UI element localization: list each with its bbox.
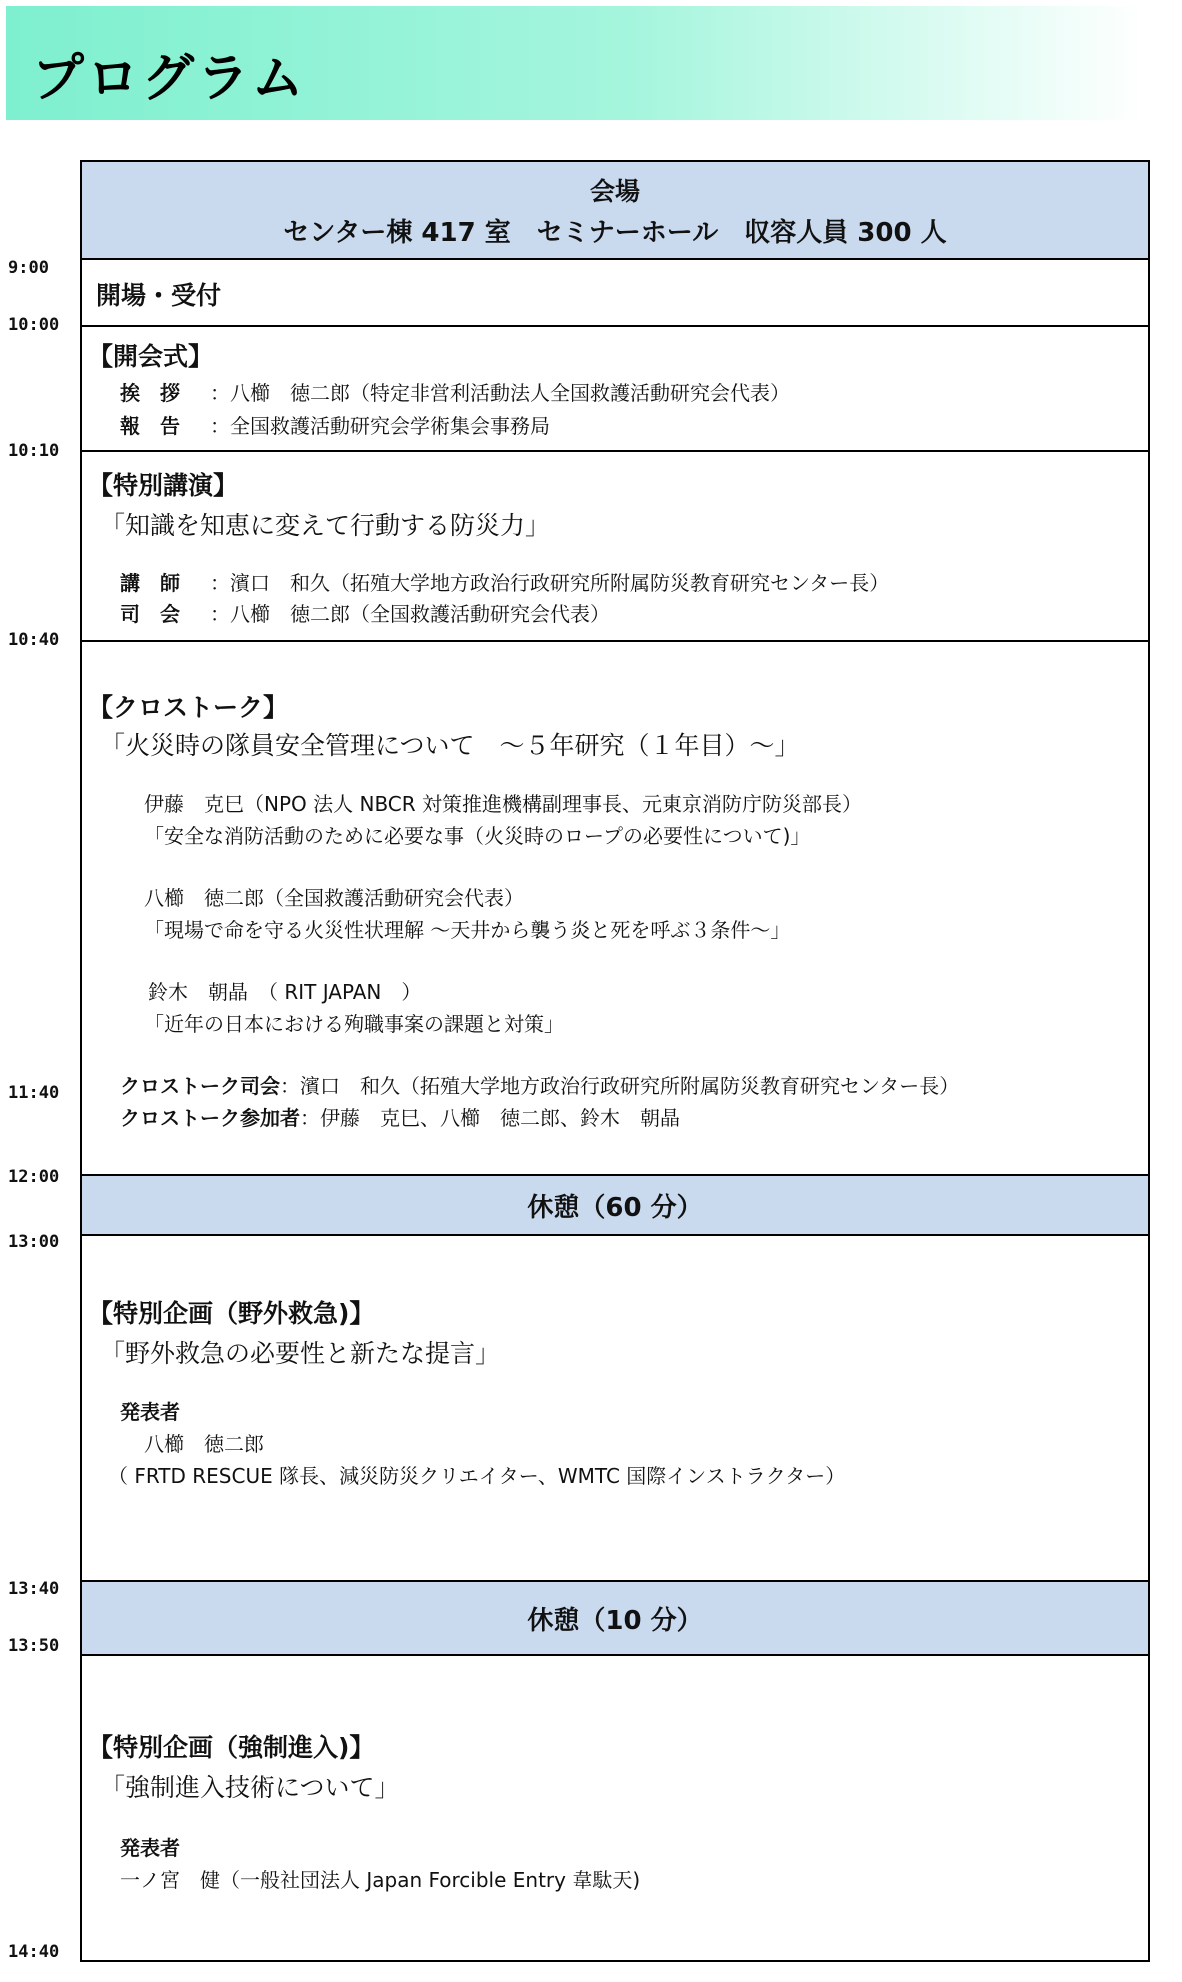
- crosstalk-participants-text: ：伊藤 克巳、八櫛 徳二郎、鈴木 朝晶: [300, 1106, 680, 1130]
- opening-report: [120, 410, 550, 439]
- speaker-talk: 「現場で命を守る火災性状理解 ～天井から襲う炎と死を呼ぶ３条件～」: [144, 918, 791, 942]
- venue-label: 会場: [589, 176, 640, 206]
- outdoor-heading: 【特別企画（野外救急)】: [88, 1299, 375, 1328]
- break-row-10: [82, 1582, 1148, 1656]
- break-label: 休憩（10 分）: [527, 1605, 703, 1636]
- time-label: 10:10: [8, 441, 60, 461]
- lecture-heading: 【特別講演】: [88, 471, 239, 500]
- crosstalk-moderator-label: クロストーク司会: [120, 1074, 280, 1098]
- opening-row: [82, 327, 1148, 452]
- opening-greeting: [120, 377, 790, 406]
- time-label: 13:50: [8, 1636, 60, 1656]
- time-label: 13:00: [8, 1232, 60, 1252]
- crosstalk-title: 「火災時の隊員安全管理について ～５年研究（１年目）～」: [100, 731, 800, 760]
- time-label: 10:40: [8, 630, 60, 650]
- outdoor-title: 「野外救急の必要性と新たな提言」: [100, 1339, 501, 1368]
- time-label: 14:40: [8, 1942, 60, 1962]
- moderator-text: ：八櫛 徳二郎（全国救護活動研究会代表）: [210, 602, 610, 626]
- forcible-presenter-label: 発表者: [120, 1836, 180, 1860]
- crosstalk-participants-label: クロストーク参加者: [120, 1106, 300, 1130]
- crosstalk-moderator-text: ：濱口 和久（拓殖大学地方政治行政研究所附属防災教育研究センター長）: [280, 1074, 960, 1098]
- speaker-talk: 「近年の日本における殉職事案の課題と対策」: [144, 1012, 564, 1036]
- forcible-row: [82, 1656, 1148, 1960]
- speaker-name: 八櫛 徳二郎（全国救護活動研究会代表）: [144, 886, 524, 910]
- speaker-label: 講 師: [120, 571, 180, 595]
- time-label: 9:00: [8, 258, 49, 278]
- reception-text: 開場・受付: [96, 281, 222, 310]
- venue-header: [82, 162, 1148, 260]
- speaker-talk: 「安全な消防活動のために必要な事（火災時のロープの必要性について)」: [144, 824, 811, 848]
- time-label: 10:00: [8, 315, 60, 335]
- opening-heading: 【開会式】: [88, 342, 214, 371]
- time-label: 12:00: [8, 1167, 60, 1187]
- lecture-row: [82, 452, 1148, 642]
- forcible-heading: 【特別企画（強制進入)】: [88, 1733, 375, 1762]
- lecture-speaker: [120, 567, 889, 596]
- report-text: ：全国救護活動研究会学術集会事務局: [210, 414, 550, 438]
- reception-row: [82, 260, 1148, 327]
- break-label: 休憩（60 分）: [527, 1192, 703, 1223]
- crosstalk-moderator: [120, 1070, 959, 1099]
- forcible-presenter: 一ノ宮 健（一般社団法人 Japan Forcible Entry 韋駄天): [120, 1868, 641, 1892]
- outdoor-presenter-label: 発表者: [120, 1400, 180, 1424]
- crosstalk-heading: 【クロストーク】: [88, 693, 289, 722]
- outdoor-row: [82, 1236, 1148, 1582]
- outdoor-affiliation: （ FRTD RESCUE 隊長、減災防災クリエイター、WMTC 国際インストラクター）: [108, 1464, 846, 1488]
- time-label: 13:40: [8, 1579, 60, 1599]
- program-table: [80, 160, 1150, 1962]
- greeting-label: 挨 拶: [120, 381, 180, 405]
- break-row-60: [82, 1176, 1148, 1236]
- report-label: 報 告: [120, 414, 180, 438]
- greeting-text: ：八櫛 徳二郎（特定非営利活動法人全国救護活動研究会代表）: [210, 381, 790, 405]
- crosstalk-row: [82, 642, 1148, 1176]
- crosstalk-participants: [120, 1102, 680, 1131]
- speaker-name: 伊藤 克巳（NPO 法人 NBCR 対策推進機構副理事長、元東京消防庁防災部長）: [144, 792, 863, 816]
- time-label: 11:40: [8, 1083, 60, 1103]
- forcible-title: 「強制進入技術について」: [100, 1773, 400, 1802]
- title-banner: [6, 6, 1146, 120]
- outdoor-presenter: 八櫛 徳二郎: [144, 1432, 264, 1456]
- speaker-text: ：濱口 和久（拓殖大学地方政治行政研究所附属防災教育研究センター長）: [210, 571, 890, 595]
- page-title: プログラム: [32, 49, 307, 109]
- lecture-moderator: [120, 598, 610, 627]
- venue-details: センター棟 417 室 セミナーホール 収容人員 300 人: [283, 217, 947, 248]
- speaker-name: 鈴木 朝晶 （ RIT JAPAN ）: [148, 980, 422, 1004]
- lecture-title: 「知識を知恵に変えて行動する防災力」: [100, 511, 551, 540]
- moderator-label: 司 会: [120, 602, 180, 626]
